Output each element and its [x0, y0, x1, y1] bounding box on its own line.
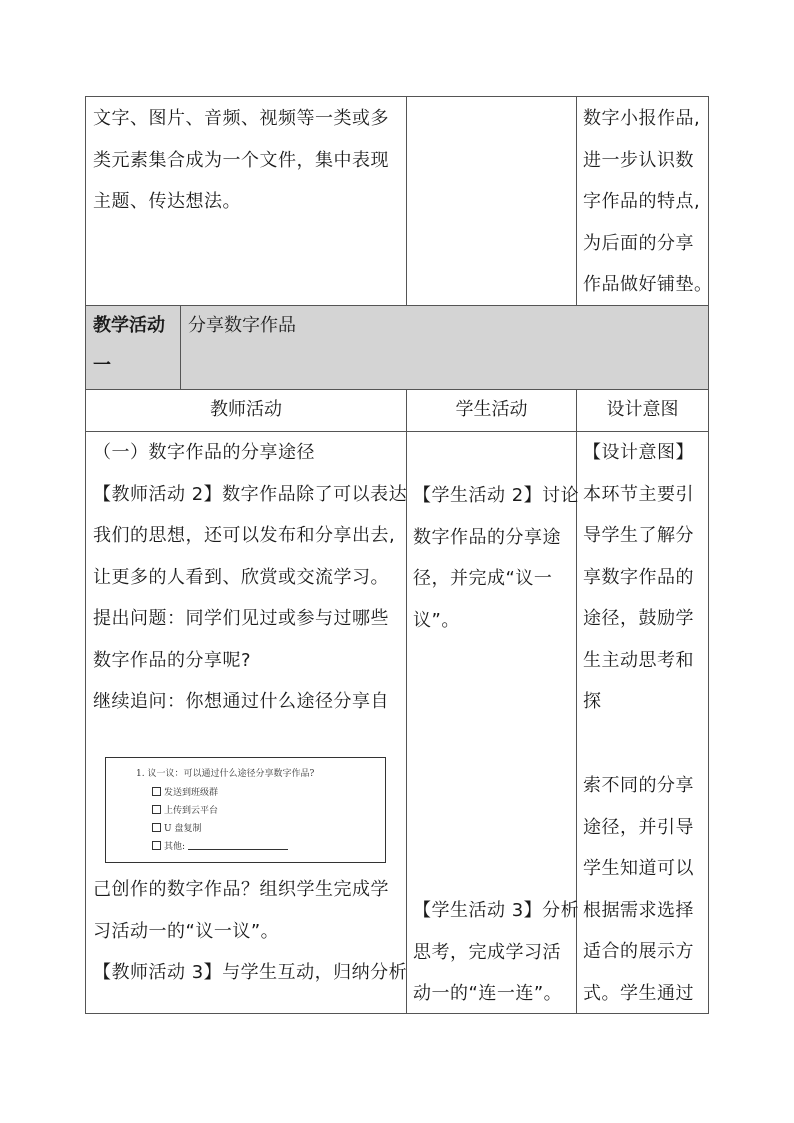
- activity-name: 分享数字作品: [188, 315, 296, 336]
- text-line: 字作品的特点,: [583, 191, 701, 212]
- activity-name-cell: [181, 306, 708, 389]
- activity-title-cell: [86, 306, 180, 389]
- header-teacher: 教师活动: [210, 399, 282, 420]
- design-line: 途径，鼓励学: [583, 608, 694, 629]
- teacher-activity-cell-continued: [93, 869, 407, 994]
- teacher-line: 我们的思想，还可以发布和分享出去,: [93, 525, 396, 546]
- text-line: 文字、图片、音频、视频等一类或多: [93, 108, 389, 129]
- checkbox-icon: [152, 841, 161, 850]
- design-intent-cell-continued: [583, 765, 694, 1014]
- student-line: 径，并完成“议一: [413, 568, 553, 589]
- student-activity-2: [413, 475, 579, 641]
- student-line: 【学生活动 2】讨论: [413, 485, 580, 506]
- table-border-left: [85, 96, 86, 1014]
- design-line: 式。学生通过: [583, 982, 694, 1004]
- col-divider-student-top: [406, 96, 407, 305]
- student-activity-3: [413, 890, 579, 1015]
- design-line: 探: [583, 691, 602, 712]
- teacher-line: 数字作品的分享呢?: [93, 649, 252, 671]
- design-line: 本环节主要引: [583, 483, 694, 505]
- teacher-line: 继续追问：你想通过什么途径分享自: [93, 691, 389, 712]
- col-divider-design-top: [576, 96, 577, 305]
- student-line: 数字作品的分享途: [413, 526, 561, 548]
- text-line: 主题、传达想法。: [93, 191, 241, 212]
- teacher-line: 【教师活动 3】与学生互动，归纳分析: [93, 962, 408, 983]
- teacher-activity-cell: [93, 432, 407, 723]
- checkbox-icon: [152, 823, 161, 832]
- design-line: 索不同的分享: [583, 775, 694, 796]
- checkbox-icon: [152, 787, 161, 796]
- text-line: 为后面的分享: [583, 232, 694, 254]
- text-line: 进一步认识数: [583, 149, 694, 171]
- student-line: 思考，完成学习活: [413, 941, 561, 963]
- design-line: 适合的展示方: [583, 941, 694, 962]
- teacher-line: （一）数字作品的分享途径: [93, 442, 315, 463]
- text-line: 数字小报作品,: [583, 108, 701, 129]
- activity-title: 教学活动: [93, 315, 165, 336]
- design-line: 根据需求选择: [583, 899, 694, 921]
- teacher-line: 己创作的数字作品？组织学生完成学: [93, 879, 389, 900]
- top-row-teacher-cell: [93, 98, 389, 223]
- design-line: 【设计意图】: [583, 442, 694, 463]
- header-student: 学生活动: [455, 399, 528, 420]
- teacher-line: 提出问题：同学们见过或参与过哪些: [93, 608, 389, 629]
- teacher-line: 【教师活动 2】数字作品除了可以表达: [93, 483, 408, 505]
- table-border-top: [85, 96, 709, 97]
- checkbox-icon: [152, 805, 161, 814]
- activity-title-number: 一: [93, 355, 111, 376]
- top-row-design-cell: [583, 98, 713, 306]
- student-line: 【学生活动 3】分析: [413, 900, 580, 921]
- design-line: 导学生了解分: [583, 525, 694, 546]
- answer-blank: [188, 849, 288, 850]
- teacher-line: 让更多的人看到、欣赏或交流学习。: [93, 566, 389, 588]
- design-line: 生主动思考和: [583, 649, 694, 671]
- worksheet-option: 其他:: [152, 839, 288, 852]
- worksheet-question: 1. 议一议：可以通过什么途径分享数字作品?: [136, 769, 315, 779]
- student-line: 议”。: [413, 609, 460, 631]
- discussion-worksheet-image: [105, 757, 386, 863]
- text-line: 类元素集合成为一个文件，集中表现: [93, 149, 389, 171]
- teacher-line: 习活动一的“议一议”。: [93, 920, 280, 942]
- worksheet-option: 发送到班级群: [152, 785, 218, 798]
- design-line: 学生知道可以: [583, 858, 694, 879]
- text-line: 作品做好铺垫。: [583, 274, 713, 295]
- design-intent-cell: [583, 432, 694, 723]
- student-line: 动一的“连一连”。: [413, 983, 563, 1004]
- header-design: 设计意图: [606, 399, 679, 420]
- worksheet-option: 上传到云平台: [152, 803, 218, 816]
- worksheet-option: U 盘复制: [152, 821, 201, 834]
- design-line: 途径，并引导: [583, 816, 694, 838]
- design-line: 享数字作品的: [583, 566, 694, 588]
